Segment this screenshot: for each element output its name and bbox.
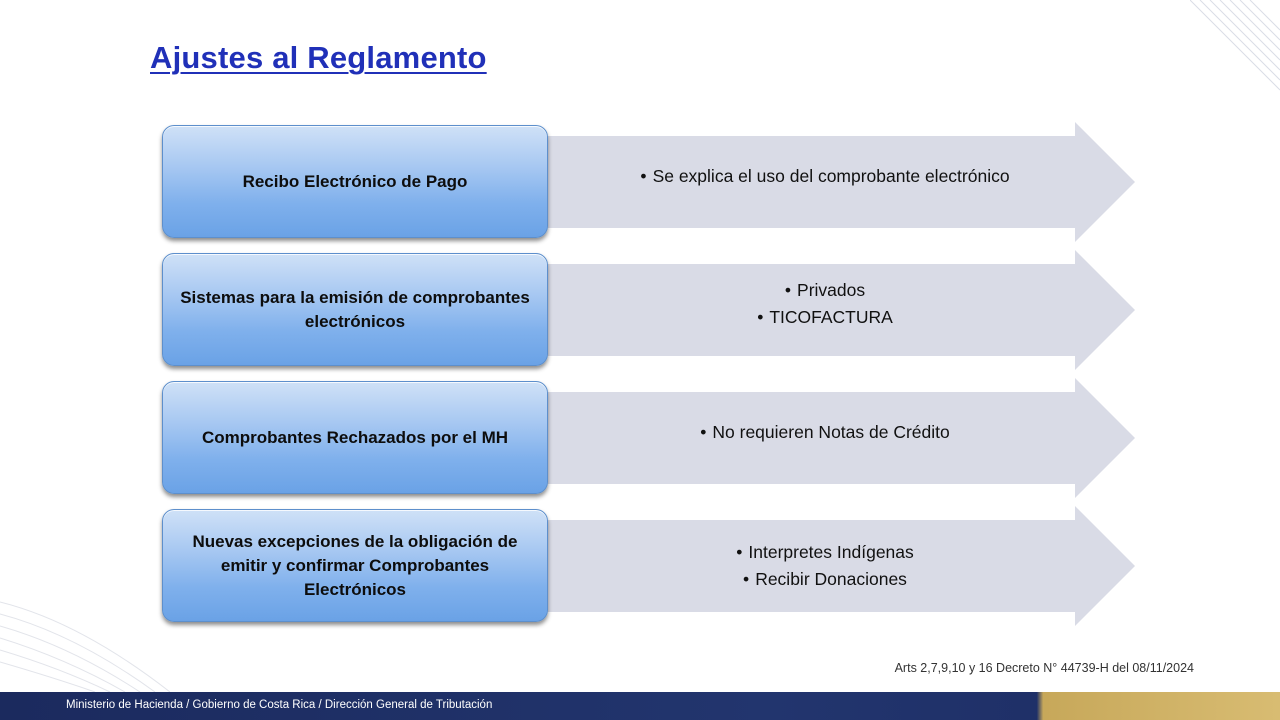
topic-label: Nuevas excepciones de la obligación de emitir y confirmar Comprobantes Electrónicos <box>192 531 518 599</box>
topic-box <box>162 253 548 366</box>
bullet-glyph: • <box>700 421 707 442</box>
bullet-glyph: • <box>757 307 764 327</box>
topic-box <box>162 125 548 238</box>
footer-bar <box>0 692 1280 720</box>
bullet-item: • No requieren Notas de Crédito <box>700 419 950 446</box>
legal-reference: Arts 2,7,9,10 y 16 Decreto N° 44739-H del 08/11/2024 <box>894 661 1194 675</box>
corner-line-pattern-bottom-left <box>0 582 170 692</box>
bullet-list <box>555 244 1095 364</box>
footer-text: Ministerio de Hacienda / Gobierno de Costa Rica / Dirección General de Tributación <box>66 699 493 711</box>
topic-label: Sistemas para la emisión de comprobantes electrónicos <box>180 287 530 331</box>
topic-box <box>162 381 548 494</box>
bullet-item: • Privados <box>785 277 865 304</box>
bullet-glyph: • <box>736 542 743 562</box>
topic-box <box>162 509 548 622</box>
regulation-row-sistemas <box>160 250 1140 370</box>
bullet-item: • Recibir Donaciones <box>743 566 907 593</box>
topic-label: Comprobantes Rechazados por el MH <box>201 427 509 447</box>
corner-line-pattern-top-right <box>1190 0 1280 110</box>
bullet-list <box>555 506 1095 626</box>
regulation-row-recibo <box>160 122 1140 242</box>
bullet-glyph: • <box>640 165 647 186</box>
bullet-item: • TICOFACTURA <box>757 304 893 331</box>
bullet-list <box>555 116 1095 236</box>
bullet-item: • Se explica el uso del comprobante electrónico <box>640 163 1009 190</box>
bullet-glyph: • <box>784 280 792 300</box>
regulation-row-excepciones <box>160 506 1140 626</box>
topic-label: Recibo Electrónico de Pago <box>242 171 468 191</box>
bullet-list <box>555 372 1095 492</box>
bullet-glyph: • <box>743 569 750 589</box>
bullet-item: • Interpretes Indígenas <box>736 539 914 566</box>
regulation-row-rechazados <box>160 378 1140 498</box>
slide-title: Ajustes al Reglamento <box>150 40 487 75</box>
